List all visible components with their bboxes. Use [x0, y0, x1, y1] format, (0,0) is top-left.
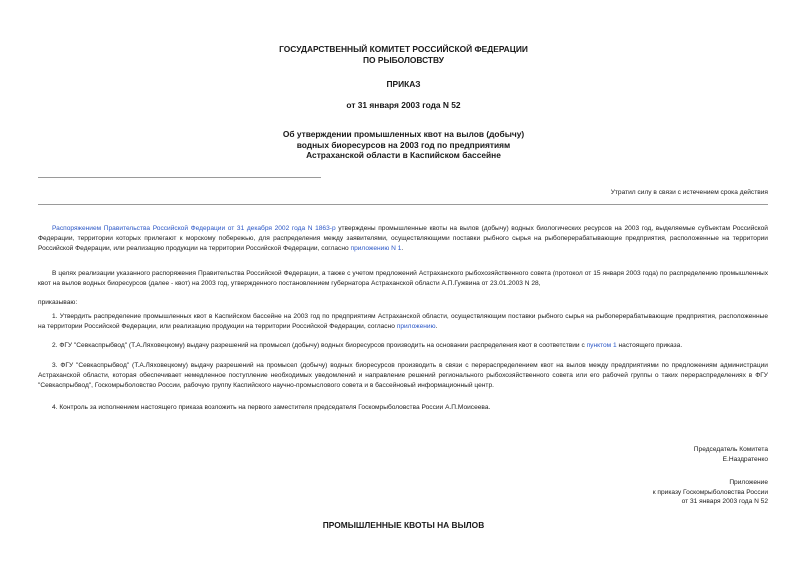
paragraph-preamble — [38, 224, 768, 254]
item-1-end: . — [435, 323, 438, 330]
item-2-text: 2. ФГУ "Севкаспрыбвод" (Т.А.Ляховецкому) выдачу разрешений на промысел (добычу) водных биоресурсов производить на основании распределения квот в соответствии с — [52, 342, 587, 349]
issuer-line-1: ГОСУДАРСТВЕННЫЙ КОМИТЕТ РОССИЙСКОЙ ФЕДЕРАЦИИ — [279, 44, 528, 54]
paragraph-item-1 — [38, 312, 768, 332]
paragraph-item-2 — [38, 341, 768, 351]
signatory-name: Е.Наздратенко — [722, 455, 768, 463]
document-title — [0, 129, 807, 161]
separator-rule-top — [38, 177, 321, 178]
title-line-1: Об утверждении промышленных квот на вылов (добычу) — [282, 129, 525, 139]
issuer-line-2: ПО РЫБОЛОВСТВУ — [363, 54, 444, 65]
appendix-reference — [653, 478, 768, 507]
item-2-end: настоящего приказа. — [616, 342, 683, 349]
item-1-text: 1. Утвердить распределение промышленных квот в Каспийском бассейне на 2003 год по предприятиям Астраханской области, осуществляющим поставки рыбного сырья на рыбоперерабатывающие предприятия, расположенные на территории Российской Федерации, или реализацию продукции на территории Российской Федерации, согласно — [38, 313, 768, 330]
appendix-title: ПРОМЫШЛЕННЫЕ КВОТЫ НА ВЫЛОВ — [322, 520, 485, 530]
appendix-ref-line-1: Приложение — [729, 479, 768, 486]
paragraph-item-4: 4. Контроль за исполнением настоящего приказа возложить на первого заместителя председателя Госкомрыболовства России А.П.Моисеева. — [52, 404, 491, 411]
appendix-ref-line-3: от 31 января 2003 года N 52 — [681, 498, 768, 505]
status-note: Утратил силу в связи с истечением срока действия — [610, 189, 768, 196]
issuer-heading — [0, 44, 807, 65]
document-date: от 31 января 2003 года N 52 — [346, 100, 461, 110]
separator-rule-bottom — [38, 204, 768, 205]
preamble-text: утверждены промышленные квоты на вылов (добычу) водных биологических ресурсов на 2003 год, выделяемые субъектам Российской Федерации, территории которых прилегают к морскому побережью, для распределения между заявителями, осуществляющими поставки рыбного сырья на рыбоперерабатывающие предприятия, расположенные на территории Российской Федерации, или реализацию продукции на территории Российской Федерации, согласно — [38, 225, 768, 252]
paragraph-order-word: приказываю: — [38, 299, 78, 306]
paragraph-basis: В целях реализации указанного распоряжения Правительства Российской Федерации, а также с учетом предложений Астраханского рыбохозяйственного совета (протокол от 15 января 2003 года) по распределению промышленных квот на вылов водных биоресурсов (далее - квот) на 2003 год, утвержденного постановлением губернатора Астраханской области А.П.Гужвина от 23.01.2003 N 28, — [38, 270, 768, 287]
document-type: ПРИКАЗ — [386, 79, 421, 89]
signature-block — [694, 445, 768, 464]
title-line-3: Астраханской области в Каспийском бассейне — [306, 150, 501, 160]
paragraph-item-3: 3. ФГУ "Севкаспрыбвод" (Т.А.Ляховецкому) выдачу разрешений на промысел (добычу) водных биоресурсов производить в связи с перераспределением квот на вылов между предприятиями по предложениям администрации Астраханской области, которая обеспечивает немедленное поступление необходимых уведомлений и направление решений регионального рыбохозяйственного совета или его рабочей группы о таких перераспределениях в ФГУ "Севкаспрыбвод", Госкомрыболовство России, рабочую группу Каспийского научно-промыслового совета и в бассейновый информационный центр. — [38, 362, 768, 389]
government-order-link[interactable]: Распоряжением Правительства Российской Федерации от 31 декабря 2002 года N 1863-р — [52, 225, 336, 232]
appendix-link[interactable]: приложению — [396, 323, 436, 330]
title-line-2: водных биоресурсов на 2003 год по предприятиям — [296, 139, 511, 150]
preamble-end: . — [401, 245, 404, 252]
appendix-1-link[interactable]: приложению N 1 — [350, 245, 402, 252]
signatory-position: Председатель Комитета — [693, 446, 768, 453]
clause-1-link[interactable]: пунктом 1 — [586, 342, 617, 349]
appendix-ref-line-2: к приказу Госкомрыболовства России — [652, 488, 768, 496]
